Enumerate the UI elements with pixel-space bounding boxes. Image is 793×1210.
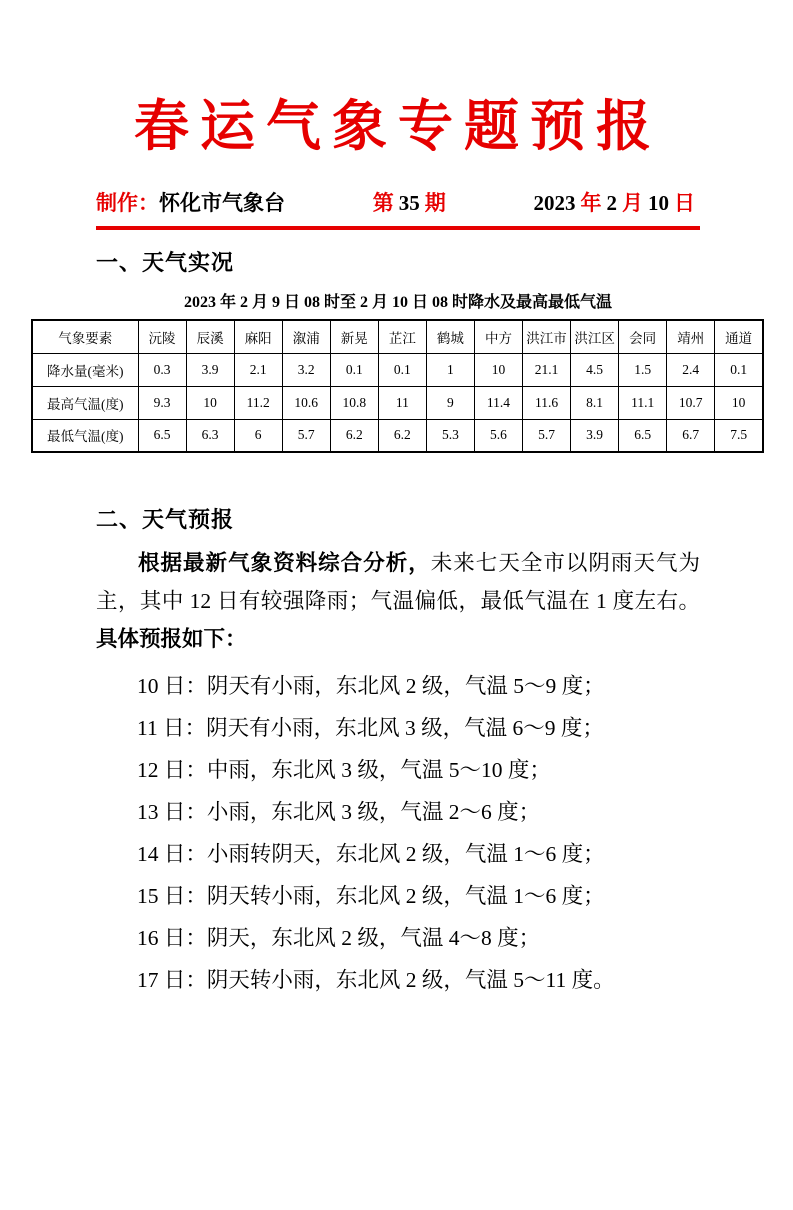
table-cell-value: 3.2 xyxy=(282,353,330,386)
table-cell-value: 0.1 xyxy=(330,353,378,386)
forecast-line: 11 日：阴天有小雨，东北风 3 级，气温 6～9 度； xyxy=(137,716,604,740)
forecast-line: 13 日：小雨，东北风 3 级，气温 2～6 度； xyxy=(137,800,541,824)
table-header-station: 中方 xyxy=(474,320,522,353)
date-month-unit: 月 xyxy=(622,191,643,215)
table-row-label: 最低气温(度) xyxy=(32,419,138,452)
table-cell-value: 10.6 xyxy=(282,386,330,419)
table-cell-value: 5.7 xyxy=(282,419,330,452)
table-cell-value: 8.1 xyxy=(571,386,619,419)
weather-table-title: 2023 年 2 月 9 日 08 时至 2 月 10 日 08 时降水及最高最低气温 xyxy=(183,294,612,311)
forecast-line: 16 日：阴天，东北风 2 级，气温 4～8 度； xyxy=(137,926,541,950)
document-title: 春运气象专题预报 xyxy=(133,96,662,157)
forecast-intro-body: 未来七天全市以阴雨天气为主，其中 12 日有较强降雨；气温偏低，最低气温在 1 度左右。 xyxy=(96,551,700,613)
table-cell-value: 4.5 xyxy=(571,353,619,386)
table-cell-value: 6.5 xyxy=(619,419,667,452)
table-row-label: 最高气温(度) xyxy=(32,386,138,419)
table-cell-value: 5.7 xyxy=(523,419,571,452)
table-cell-value: 7.5 xyxy=(715,419,763,452)
table-cell-value: 2.1 xyxy=(234,353,282,386)
table-cell-value: 11 xyxy=(378,386,426,419)
table-cell-value: 21.1 xyxy=(523,353,571,386)
table-cell-value: 10.7 xyxy=(667,386,715,419)
date-day: 10 xyxy=(648,191,669,215)
table-cell-value: 6.3 xyxy=(186,419,234,452)
issue-suffix: 期 xyxy=(424,191,446,215)
table-cell-value: 6.7 xyxy=(667,419,715,452)
forecast-intro-paragraph xyxy=(96,544,700,658)
document-content xyxy=(0,88,793,1001)
forecast-line: 17 日：阴天转小雨，东北风 2 级，气温 5～11 度。 xyxy=(137,968,615,992)
table-cell-value: 5.3 xyxy=(426,419,474,452)
table-cell-value: 3.9 xyxy=(186,353,234,386)
producer xyxy=(96,187,285,217)
table-header-station: 沅陵 xyxy=(138,320,186,353)
table-cell-value: 11.6 xyxy=(523,386,571,419)
table-row xyxy=(32,419,763,452)
table-header-station: 芷江 xyxy=(378,320,426,353)
table-header-row xyxy=(32,320,763,353)
table-cell-value: 10 xyxy=(474,353,522,386)
masthead-meta-line xyxy=(96,187,700,217)
issue-number xyxy=(373,187,446,217)
forecast-line: 14 日：小雨转阴天，东北风 2 级，气温 1～6 度； xyxy=(137,842,605,866)
forecast-intro-lead: 根据最新气象资料综合分析， xyxy=(138,551,431,575)
issue-date xyxy=(534,187,701,217)
table-cell-value: 9 xyxy=(426,386,474,419)
date-month: 2 xyxy=(606,191,617,215)
table-header-station: 辰溪 xyxy=(186,320,234,353)
table-cell-value: 10 xyxy=(186,386,234,419)
table-header-station: 溆浦 xyxy=(282,320,330,353)
table-cell-value: 10.8 xyxy=(330,386,378,419)
table-cell-value: 11.2 xyxy=(234,386,282,419)
table-cell-value: 6.5 xyxy=(138,419,186,452)
table-cell-value: 6 xyxy=(234,419,282,452)
forecast-list xyxy=(96,665,700,1001)
table-header-station: 会同 xyxy=(619,320,667,353)
table-cell-value: 3.9 xyxy=(571,419,619,452)
table-row xyxy=(32,353,763,386)
issue-value: 35 xyxy=(398,191,420,215)
date-day-unit: 日 xyxy=(674,191,695,215)
producer-name: 怀化市气象台 xyxy=(159,191,285,215)
forecast-line: 12 日：中雨，东北风 3 级，气温 5～10 度； xyxy=(137,758,551,782)
forecast-intro-tail: 具体预报如下： xyxy=(96,627,247,651)
table-cell-value: 2.4 xyxy=(667,353,715,386)
producer-label: 制作： xyxy=(96,191,159,215)
table-cell-value: 6.2 xyxy=(378,419,426,452)
issue-prefix: 第 xyxy=(372,191,394,215)
table-header-station: 通道 xyxy=(715,320,763,353)
table-cell-value: 9.3 xyxy=(138,386,186,419)
table-cell-value: 11.4 xyxy=(474,386,522,419)
table-header-station: 靖州 xyxy=(667,320,715,353)
table-cell-value: 1.5 xyxy=(619,353,667,386)
table-cell-value: 0.1 xyxy=(715,353,763,386)
table-header-station: 洪江区 xyxy=(571,320,619,353)
table-cell-value: 11.1 xyxy=(619,386,667,419)
red-divider-rule xyxy=(96,226,700,230)
date-year-unit: 年 xyxy=(580,191,602,215)
table-header-element-label: 气象要素 xyxy=(32,320,138,353)
table-row xyxy=(32,386,763,419)
table-cell-value: 1 xyxy=(426,353,474,386)
weather-table xyxy=(31,319,764,453)
section2-heading: 二、天气预报 xyxy=(96,507,235,532)
forecast-line: 10 日：阴天有小雨，东北风 2 级，气温 5～9 度； xyxy=(137,674,605,698)
table-header-station: 新晃 xyxy=(330,320,378,353)
table-cell-value: 0.1 xyxy=(378,353,426,386)
table-cell-value: 5.6 xyxy=(474,419,522,452)
table-header-station: 洪江市 xyxy=(523,320,571,353)
table-cell-value: 10 xyxy=(715,386,763,419)
table-header-station: 鹤城 xyxy=(426,320,474,353)
section1-heading: 一、天气实况 xyxy=(96,250,235,275)
date-year: 2023 xyxy=(533,191,576,215)
forecast-line: 15 日：阴天转小雨，东北风 2 级，气温 1～6 度； xyxy=(137,884,605,908)
table-cell-value: 6.2 xyxy=(330,419,378,452)
table-row-label: 降水量(毫米) xyxy=(32,353,138,386)
table-cell-value: 0.3 xyxy=(138,353,186,386)
document-page xyxy=(0,88,793,1210)
table-header-station: 麻阳 xyxy=(234,320,282,353)
